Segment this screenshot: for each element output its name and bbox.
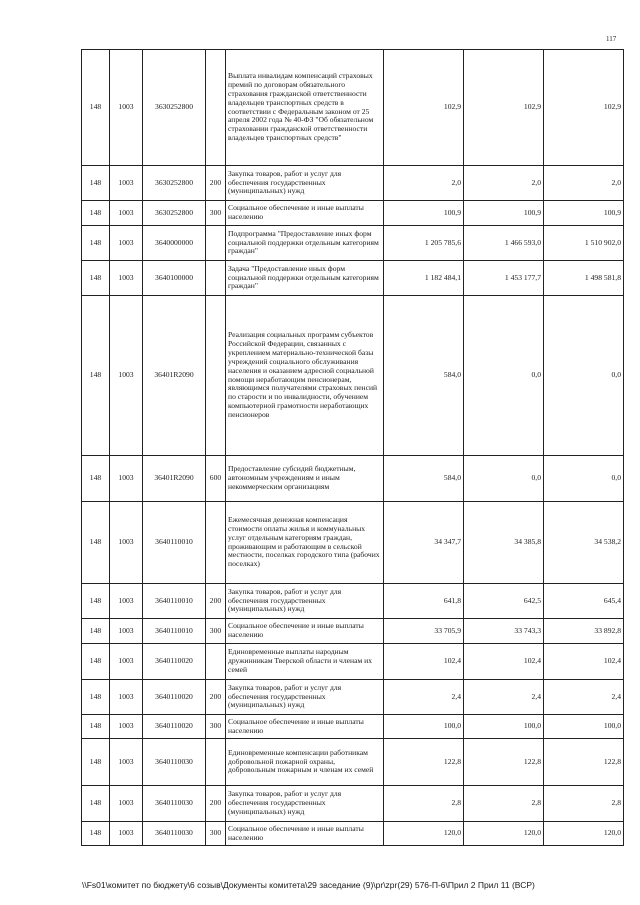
cell-ved: 148 [82,201,110,226]
cell-vr: 300 [206,715,226,739]
table-row [82,502,624,584]
cell-csr: 3640110020 [143,680,206,715]
cell-name: Предоставление субсидий бюджетным, автономным учреждениям и иным некоммерческим организациям [226,456,384,502]
table-row [82,680,624,715]
cell-vr [206,502,226,584]
cell-year2: 0,0 [464,296,544,456]
cell-name: Единовременные компенсации работникам добровольной пожарной охраны, добровольным пожарным и членам их семей [226,739,384,786]
cell-ved: 148 [82,822,110,846]
cell-vr: 200 [206,680,226,715]
cell-name: Социальное обеспечение и иные выплаты населению [226,201,384,226]
table-row [82,261,624,296]
cell-razdel: 1003 [110,680,143,715]
cell-year1: 641,8 [384,584,464,619]
cell-name: Социальное обеспечение и иные выплаты населению [226,822,384,846]
cell-name: Социальное обеспечение и иные выплаты населению [226,619,384,644]
cell-year2: 100,9 [464,201,544,226]
cell-vr: 200 [206,166,226,201]
cell-csr: 3640110010 [143,584,206,619]
cell-vr: 200 [206,584,226,619]
cell-csr: 3640100000 [143,261,206,296]
cell-razdel: 1003 [110,50,143,166]
cell-year1: 122,8 [384,739,464,786]
table-row [82,166,624,201]
cell-name: Реализация социальных программ субъектов Российской Федерации, связанных с укреплением материально-технической базы учреждений социального обслуживания населения и оказанием адресной социальной помощи неработающим пенсионерам, являющимся получателями страховых пенсий по старости и по инвалидности, обучением компьютерной грамотности неработающих пенсионеров [226,296,384,456]
cell-razdel: 1003 [110,261,143,296]
cell-csr: 3640110020 [143,644,206,680]
table-row [82,715,624,739]
cell-ved: 148 [82,456,110,502]
cell-name: Социальное обеспечение и иные выплаты населению [226,715,384,739]
cell-year2: 34 385,8 [464,502,544,584]
table-row [82,822,624,846]
table-row [82,739,624,786]
cell-year1: 102,4 [384,644,464,680]
cell-year2: 100,0 [464,715,544,739]
cell-vr [206,261,226,296]
cell-year2: 2,8 [464,786,544,822]
cell-year1: 102,9 [384,50,464,166]
cell-csr: 3640110030 [143,822,206,846]
cell-csr: 36401R2090 [143,296,206,456]
cell-vr [206,50,226,166]
cell-csr: 3630252800 [143,50,206,166]
cell-vr [206,296,226,456]
cell-vr [206,644,226,680]
cell-year1: 120,0 [384,822,464,846]
cell-csr: 3640000000 [143,226,206,261]
cell-year3: 0,0 [544,296,624,456]
cell-ved: 148 [82,50,110,166]
cell-name: Закупка товаров, работ и услуг для обеспечения государственных (муниципальных) нужд [226,166,384,201]
cell-year1: 2,8 [384,786,464,822]
table-row [82,644,624,680]
cell-razdel: 1003 [110,619,143,644]
cell-name: Задача "Предоставление иных форм социальной поддержки отдельным категориям граждан" [226,261,384,296]
cell-csr: 3640110010 [143,502,206,584]
cell-ved: 148 [82,739,110,786]
cell-ved: 148 [82,502,110,584]
cell-year2: 2,4 [464,680,544,715]
cell-year1: 1 182 484,1 [384,261,464,296]
cell-vr: 300 [206,822,226,846]
cell-csr: 3630252800 [143,166,206,201]
cell-vr [206,226,226,261]
cell-razdel: 1003 [110,822,143,846]
cell-year3: 1 498 581,8 [544,261,624,296]
table-row [82,50,624,166]
budget-table [81,49,624,846]
cell-name: Закупка товаров, работ и услуг для обеспечения государственных (муниципальных) нужд [226,786,384,822]
cell-razdel: 1003 [110,644,143,680]
cell-year3: 2,8 [544,786,624,822]
cell-ved: 148 [82,261,110,296]
cell-razdel: 1003 [110,226,143,261]
cell-year1: 34 347,7 [384,502,464,584]
cell-ved: 148 [82,296,110,456]
cell-year2: 2,0 [464,166,544,201]
cell-ved: 148 [82,619,110,644]
footer-file-path: \\Fs01\комитет по бюджету\6 созыв\Документы комитета\29 заседание (9)\pr\zpr(29) 576-П-6\Прил 2 Прил 11 (ВСР) [82,880,535,890]
cell-year1: 584,0 [384,456,464,502]
cell-ved: 148 [82,226,110,261]
table-row [82,619,624,644]
cell-razdel: 1003 [110,296,143,456]
cell-name: Выплата инвалидам компенсаций страховых премий по договорам обязательного страхования гражданской ответственности владельцев транспортных средств в соответствии с Федеральным законом от 25 апреля 2002 года № 40-ФЗ "Об обязательном страховании гражданской ответственности владельцев транспортных средств" [226,50,384,166]
cell-vr: 300 [206,619,226,644]
cell-csr: 3640110020 [143,715,206,739]
cell-year2: 0,0 [464,456,544,502]
cell-year3: 100,9 [544,201,624,226]
table-row [82,584,624,619]
table-row [82,786,624,822]
cell-year1: 100,0 [384,715,464,739]
cell-csr: 3630252800 [143,201,206,226]
cell-ved: 148 [82,680,110,715]
cell-year1: 33 705,9 [384,619,464,644]
cell-year2: 102,9 [464,50,544,166]
table-row [82,456,624,502]
cell-name: Закупка товаров, работ и услуг для обеспечения государственных (муниципальных) нужд [226,680,384,715]
cell-vr [206,739,226,786]
cell-vr: 300 [206,201,226,226]
cell-year1: 2,4 [384,680,464,715]
cell-name: Ежемесячная денежная компенсация стоимости оплаты жилья и коммунальных услуг отдельным категориям граждан, проживающим и работающим в сельской местности, поселках городского типа (рабочих поселках) [226,502,384,584]
cell-razdel: 1003 [110,201,143,226]
cell-razdel: 1003 [110,502,143,584]
cell-year3: 1 510 902,0 [544,226,624,261]
cell-year3: 100,0 [544,715,624,739]
table-row [82,296,624,456]
cell-razdel: 1003 [110,739,143,786]
cell-year3: 33 892,8 [544,619,624,644]
cell-razdel: 1003 [110,584,143,619]
cell-year3: 102,4 [544,644,624,680]
cell-razdel: 1003 [110,456,143,502]
cell-razdel: 1003 [110,715,143,739]
cell-year3: 2,0 [544,166,624,201]
cell-ved: 148 [82,584,110,619]
page-number: 117 [606,35,617,43]
cell-vr: 600 [206,456,226,502]
cell-year2: 120,0 [464,822,544,846]
cell-year3: 34 538,2 [544,502,624,584]
cell-year1: 100,9 [384,201,464,226]
cell-year2: 122,8 [464,739,544,786]
cell-year2: 102,4 [464,644,544,680]
cell-year2: 1 466 593,0 [464,226,544,261]
cell-razdel: 1003 [110,166,143,201]
table-row [82,201,624,226]
cell-razdel: 1003 [110,786,143,822]
cell-year2: 1 453 177,7 [464,261,544,296]
cell-year3: 0,0 [544,456,624,502]
cell-name: Закупка товаров, работ и услуг для обеспечения государственных (муниципальных) нужд [226,584,384,619]
cell-csr: 3640110010 [143,619,206,644]
cell-year3: 120,0 [544,822,624,846]
cell-year1: 2,0 [384,166,464,201]
cell-year2: 33 743,3 [464,619,544,644]
cell-ved: 148 [82,166,110,201]
cell-year3: 2,4 [544,680,624,715]
cell-name: Единовременные выплаты народным дружинникам Тверской области и членам их семей [226,644,384,680]
cell-ved: 148 [82,786,110,822]
cell-csr: 3640110030 [143,786,206,822]
cell-year1: 1 205 785,6 [384,226,464,261]
cell-year1: 584,0 [384,296,464,456]
cell-year2: 642,5 [464,584,544,619]
cell-year3: 122,8 [544,739,624,786]
cell-vr: 200 [206,786,226,822]
cell-csr: 36401R2090 [143,456,206,502]
cell-year3: 102,9 [544,50,624,166]
table-row [82,226,624,261]
cell-year3: 645,4 [544,584,624,619]
cell-ved: 148 [82,644,110,680]
cell-csr: 3640110030 [143,739,206,786]
cell-ved: 148 [82,715,110,739]
cell-name: Подпрограмма "Предоставление иных форм социальной поддержки отдельным категориям граждан" [226,226,384,261]
